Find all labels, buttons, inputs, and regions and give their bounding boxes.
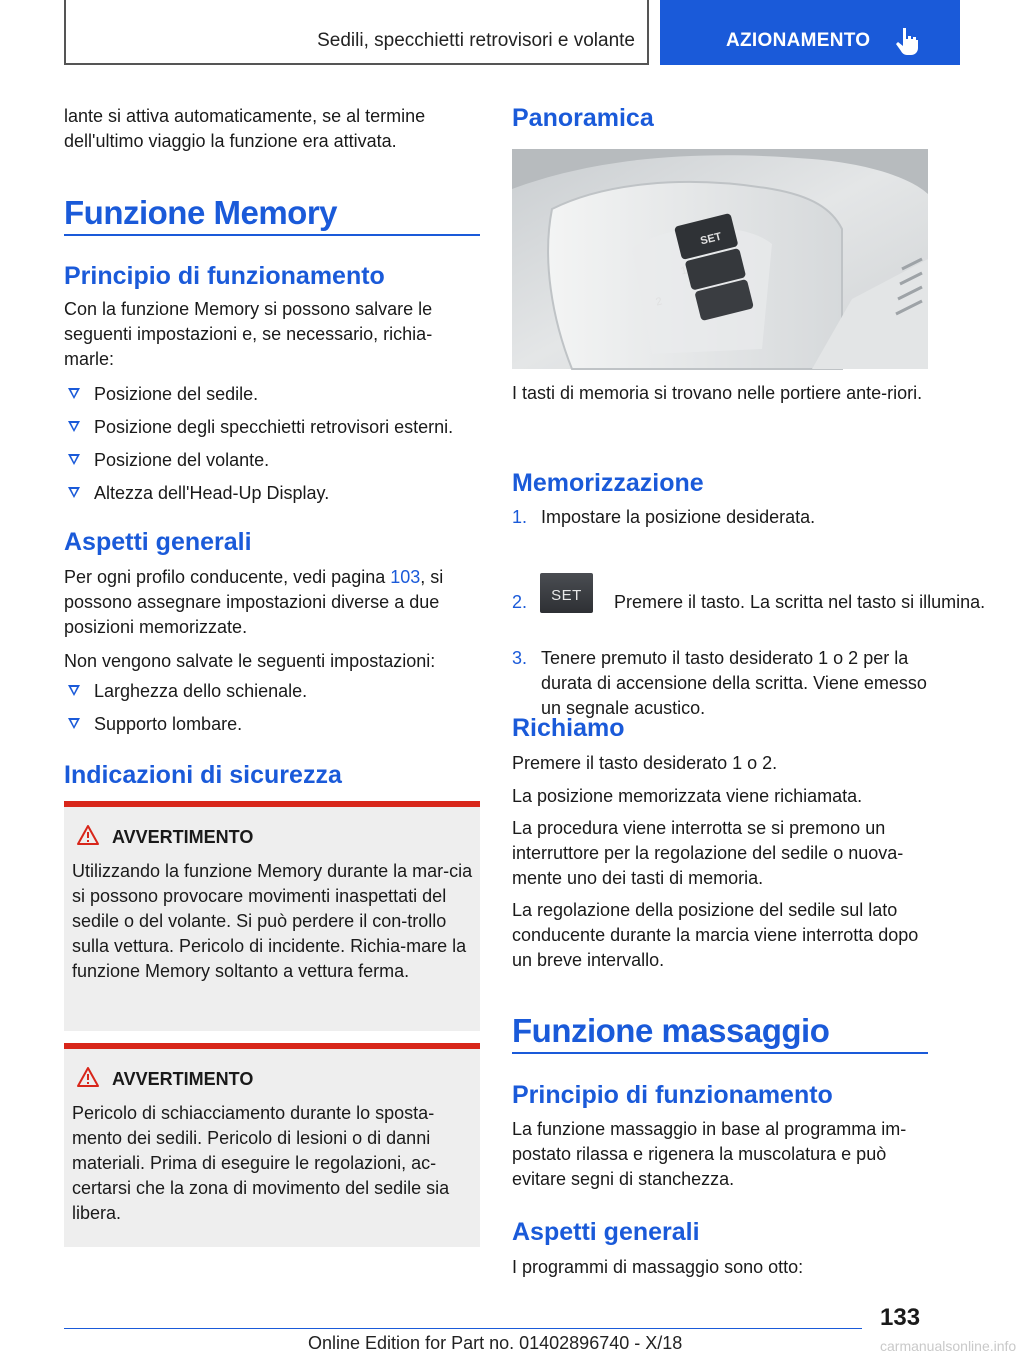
massaggio-paragraph: La funzione massaggio in base al programma im-postato rilassa e rigenera la muscolatura e può evitare segni di stanchezza. <box>512 1119 907 1189</box>
memory-buttons-photo <box>512 149 928 369</box>
header-chapter-box <box>660 0 960 65</box>
footer-edition: Online Edition for Part no. 01402896740 - X/18 <box>308 1333 683 1353</box>
photo-key-set: SET <box>699 230 723 248</box>
pointing-hand-icon <box>894 27 920 55</box>
aspetti-paragraph-2: Non vengono salvate le seguenti impostazioni: <box>64 651 436 671</box>
aspetti-paragraph: Per ogni profilo conducente, vedi pagina 103, si possono assegnare impostazioni diverse a due posizioni memorizzate. <box>64 567 444 637</box>
heading-funzione-massaggio: Funzione massaggio <box>512 1012 830 1049</box>
warning-title: AVVERTIMENTO <box>112 1069 254 1089</box>
heading-aspetti-generali-2: Aspetti generali <box>512 1218 700 1246</box>
warning-box-2 <box>64 1043 480 1247</box>
heading-rule <box>512 1052 928 1054</box>
set-key-icon: SET <box>540 573 593 613</box>
heading-richiamo: Richiamo <box>512 714 625 742</box>
triangle-bullet-icon <box>68 718 80 729</box>
richiamo-paragraph-1: Premere il tasto desiderato 1 o 2. <box>512 753 778 773</box>
triangle-bullet-icon <box>68 454 80 465</box>
header-chapter-title: AZIONAMENTO <box>726 30 871 51</box>
list-item: Posizione degli specchietti retrovisori esterni. <box>64 415 480 448</box>
list-item: 2. SET Premere il tasto. La scritta nel tasto si illumina. <box>512 539 928 603</box>
list-item: Altezza dell'Head-Up Display. <box>64 481 480 514</box>
heading-memorizzazione: Memorizzazione <box>512 469 704 497</box>
list-item: 3. Tenere premuto il tasto desiderato 1 o 2 per la durata di accensione della scritta. Viene emesso un segnale acustico. <box>512 648 927 718</box>
list-item: 1. Impostare la posizione desiderata. <box>512 507 816 527</box>
list-item: Posizione del volante. <box>64 448 480 481</box>
photo-key-2: 2 <box>654 295 664 309</box>
page-link-103[interactable]: 103 <box>390 567 421 587</box>
aspetti-list <box>64 679 480 745</box>
footer-rule <box>64 1328 862 1329</box>
warning-text: Utilizzando la funzione Memory durante la mar-cia si possono provocare movimenti inaspettati del sedile o del volante. Si può perdere il con-trollo sulla vettura. Pericolo di incidente. Richia-mare la funzione Memory soltanto a vettura ferma. <box>72 861 473 981</box>
warning-title: AVVERTIMENTO <box>112 827 254 847</box>
richiamo-paragraph-2: La posizione memorizzata viene richiamata. <box>512 786 863 806</box>
warning-box-1 <box>64 801 480 1031</box>
warning-triangle-icon <box>76 824 100 846</box>
list-item: Larghezza dello schienale. <box>64 679 480 712</box>
watermark: carmanualsonline.info <box>880 1338 1016 1354</box>
richiamo-paragraph-3: La procedura viene interrotta se si premono un interruttore per la regolazione del sedile o nuova-mente uno dei tasti di memoria. <box>512 818 904 888</box>
triangle-bullet-icon <box>68 685 80 696</box>
triangle-bullet-icon <box>68 487 80 498</box>
heading-principio: Principio di funzionamento <box>64 262 385 290</box>
heading-aspetti-generali: Aspetti generali <box>64 528 252 556</box>
header-section-box <box>64 0 649 65</box>
heading-sicurezza: Indicazioni di sicurezza <box>64 761 342 789</box>
photo-key-1: 1 <box>679 264 689 278</box>
aspetti2-paragraph: I programmi di massaggio sono otto: <box>512 1257 804 1277</box>
heading-panoramica: Panoramica <box>512 104 654 132</box>
principio-list <box>64 382 480 514</box>
memorizzazione-steps <box>512 505 986 746</box>
header-section-title: Sedili, specchietti retrovisori e volante <box>317 30 635 51</box>
heading-funzione-memory: Funzione Memory <box>64 194 338 231</box>
warning-text: Pericolo di schiacciamento durante lo sposta-mento dei sedili. Pericolo di lesioni o di danni materiali. Prima di eseguire le regolazioni, ac-certarsi che la zona di movimento del sedile sia libera. <box>72 1103 450 1223</box>
richiamo-paragraph-4: La regolazione della posizione del sedile sul lato conducente durante la marcia viene interrotta dopo un breve intervallo. <box>512 900 919 970</box>
heading-rule <box>64 234 480 236</box>
page-number: 133 <box>880 1304 921 1331</box>
list-item: Supporto lombare. <box>64 712 480 745</box>
panoramica-paragraph: I tasti di memoria si trovano nelle portiere ante-riori. <box>512 383 923 403</box>
intro-paragraph: lante si attiva automaticamente, se al termine dell'ultimo viaggio la funzione era attivata. <box>64 106 426 151</box>
triangle-bullet-icon <box>68 421 80 432</box>
heading-principio-2: Principio di funzionamento <box>512 1081 833 1109</box>
warning-triangle-icon <box>76 1066 100 1088</box>
principio-paragraph: Con la funzione Memory si possono salvare le seguenti impostazioni e, se necessario, richia-marle: <box>64 299 433 369</box>
list-item: Posizione del sedile. <box>64 382 480 415</box>
triangle-bullet-icon <box>68 388 80 399</box>
door-panel-illustration <box>512 149 928 369</box>
